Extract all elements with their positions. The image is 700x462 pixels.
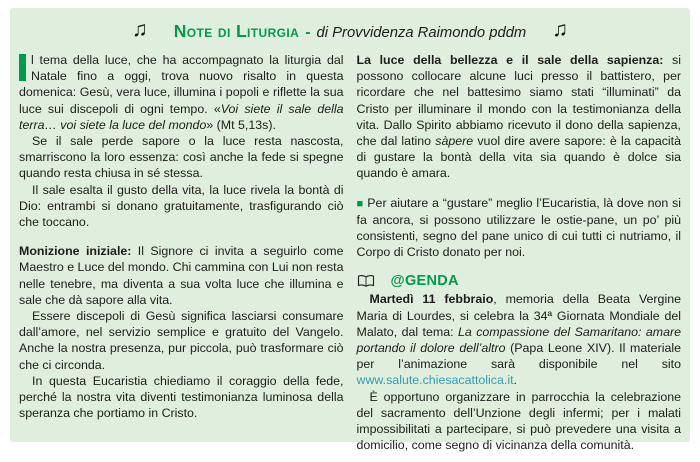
latin-word: sàpere — [435, 134, 474, 149]
paragraph: È opportuno organizzare in parrocchia la celebrazione del sacramento dell’Unzione degli infermi; per i malati impossibilitati a partecipare, si può prevedere una visita a domicilio, come segno di vicinanza della comunità. — [356, 389, 681, 453]
paragraph-text: , memoria della Beata Vergine Maria di Lourdes, si celebra la 34ª Giornata Mondiale del Malato, dal tema: — [356, 292, 681, 339]
paragraph-text: Il Signore ci invita a seguirlo come Maestro e Luce del mondo. Chi cammina con Lui non resta nelle tenebre, ma diventa a sua volta luce che illumina e sale che dà sapore alla vita. — [19, 244, 344, 307]
paragraph: Il sale esalta il gusto della vita, la luce rivela la bontà di Dio: entrambi si donano gratuitamente, trasfigurando ciò che toccano. — [19, 182, 344, 230]
website-link[interactable]: www.salute.chiesacattolica.it — [356, 373, 514, 388]
paragraph-bulleted — [357, 195, 682, 261]
paragraph-text: vuol dire avere sapore: è la capacità di gustare la bontà della vita sia quando è dolce sia quando è amara. — [356, 134, 682, 181]
page-title: Note di Liturgia — [173, 20, 300, 41]
paragraph-text: Per aiutare a “gustare” meglio l’Eucaristia, là dove non si fa ancora, si possono utilizzare le ostie-pane, un po’ più consistenti, segno del pane unico di cui tutti ci nutriamo, il Corpo di Cristo donato per noi. — [356, 195, 681, 260]
date-lead: Martedì 11 febbraio — [369, 292, 494, 307]
agenda-heading — [357, 273, 682, 289]
music-notes-icon: ♫ — [552, 17, 569, 41]
paragraph: Essere discepoli di Gesù significa lasciarsi consumare dall’amore, nel servizio semplice e gratuito del Vangelo. Anche la nostra presenza, pur piccola, può trasformare ciò che ci circonda. — [19, 309, 344, 372]
paragraph-monizione — [19, 243, 344, 308]
left-column — [19, 52, 344, 453]
paragraph: Se il sale perde sapore o la luce resta nascosta, smarriscono la loro essenza: così anche la fede si spegne quando resta chiusa in sé stessa. — [19, 134, 344, 181]
panel-header — [19, 13, 681, 49]
paragraph-text: (Papa Leone XIV). Il materiale per l’animazione sarà disponibile nel sito — [356, 341, 681, 372]
paragraph-lead: Monizione iniziale: — [19, 244, 132, 259]
scripture-quote: Voi siete il sale della terra… voi siete la luce del mondo — [19, 101, 344, 132]
paragraph-text: . — [513, 373, 517, 388]
right-column — [357, 52, 682, 453]
paragraph-intro — [19, 52, 344, 133]
open-book-icon — [357, 274, 375, 288]
liturgy-notes-panel — [10, 8, 690, 453]
paragraph-lead: La luce della bellezza e il sale della sapienza: — [356, 53, 664, 67]
paragraph-text: l tema della luce, che ha accompagnato la liturgia dal Natale fino a oggi, trova nuovo risalto in questa domenica: Gesù, vera luce, illumina i popoli e riflette la sua luce sui discepoli di ogni tempo. « — [19, 53, 344, 116]
music-notes-icon: ♫ — [131, 17, 148, 41]
paragraph-text: » (Mt 5,13s). — [206, 117, 276, 132]
byline: di Provvidenza Raimondo pddm — [316, 24, 527, 41]
paragraph-text: si possono collocare alcune luci presso il battistero, per ricordare che nel battesimo siamo stati “illuminati” da Cristo per illuminare il mondo con la testimonianza della vita. Dallo Spirito abbiamo ricevuto il dono della sapienza, che dal latino — [356, 53, 681, 149]
paragraph: In questa Eucaristia chiediamo il coraggio della fede, perché la nostra vita diventi testimonianza luminosa della speranza che portiamo in Cristo. — [19, 373, 344, 421]
square-bullet-icon: ■ — [356, 197, 364, 210]
header-text — [174, 21, 527, 42]
agenda-title: @GENDA — [390, 273, 459, 290]
two-column-body — [19, 52, 681, 453]
dropcap-initial — [19, 54, 26, 81]
paragraph-agenda — [357, 291, 682, 388]
theme-title: La compassione del Samaritano: amare portando il dolore dell’altro — [356, 324, 681, 356]
title-separator: - — [305, 23, 311, 41]
paragraph-bellezza — [357, 52, 682, 182]
